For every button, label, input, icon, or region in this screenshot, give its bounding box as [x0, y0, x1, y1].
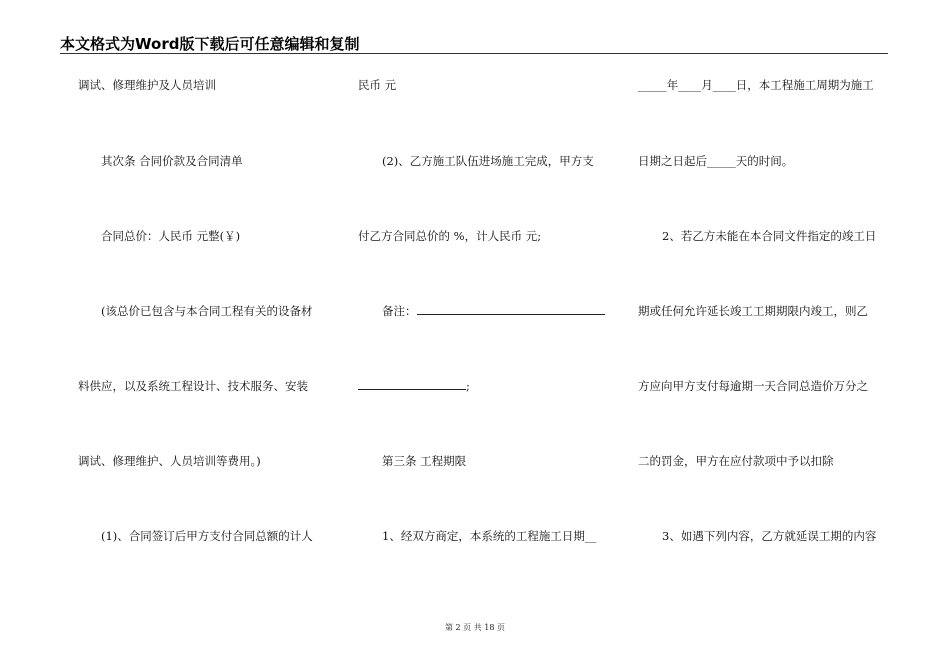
header-divider — [60, 53, 888, 54]
text-line: 1、经双方商定，本系统的工程施工日期__ — [382, 529, 597, 543]
text-line — [382, 303, 605, 319]
text-line: 调试、修理维护及人员培训 — [78, 78, 216, 92]
text-line: 付乙方合同总价的 %，计人民币 元; — [358, 229, 542, 243]
text-line: 日期之日起后_____天的时间。 — [638, 154, 794, 168]
document-header-title: 本文格式为Word版下载后可任意编辑和复制 — [60, 35, 360, 53]
text-line: 方应向甲方支付每逾期一天合同总造价万分之 — [638, 379, 868, 393]
text-line: 期或任何允许延长竣工工期期限内竣工，则乙 — [638, 304, 868, 318]
blank-underline — [358, 379, 466, 390]
text-line: 合同总价：人民币 元整(￥) — [101, 229, 241, 243]
text-line: 料供应，以及系统工程设计、技术服务、安装 — [78, 379, 308, 393]
text-line: (2)、乙方施工队伍进场施工完成，甲方支 — [382, 154, 594, 168]
text-line: _____年____月____日，本工程施工周期为施工 — [638, 78, 874, 92]
text-line: 民币 元 — [358, 78, 397, 92]
text-line: (1)、合同签订后甲方支付合同总额的计人 — [101, 529, 313, 543]
text-line: 2、若乙方未能在本合同文件指定的竣工日 — [662, 229, 877, 243]
blank-underline — [417, 304, 605, 315]
text-line — [358, 378, 470, 394]
semicolon: ; — [466, 379, 470, 393]
text-line: 调试、修理维护、人员培训等费用。) — [78, 454, 261, 468]
section-heading: 第三条 工程期限 — [382, 454, 467, 468]
page-number-footer: 第 2 页 共 18 页 — [445, 623, 505, 632]
text-line: 其次条 合同价款及合同清单 — [101, 154, 243, 168]
text-line: 3、如遇下列内容，乙方就延误工期的内容 — [662, 529, 877, 543]
remark-label: 备注： — [382, 304, 417, 318]
text-line: 二的罚金，甲方在应付款项中予以扣除 — [638, 454, 834, 468]
text-line: (该总价已包含与本合同工程有关的设备材 — [101, 304, 313, 318]
